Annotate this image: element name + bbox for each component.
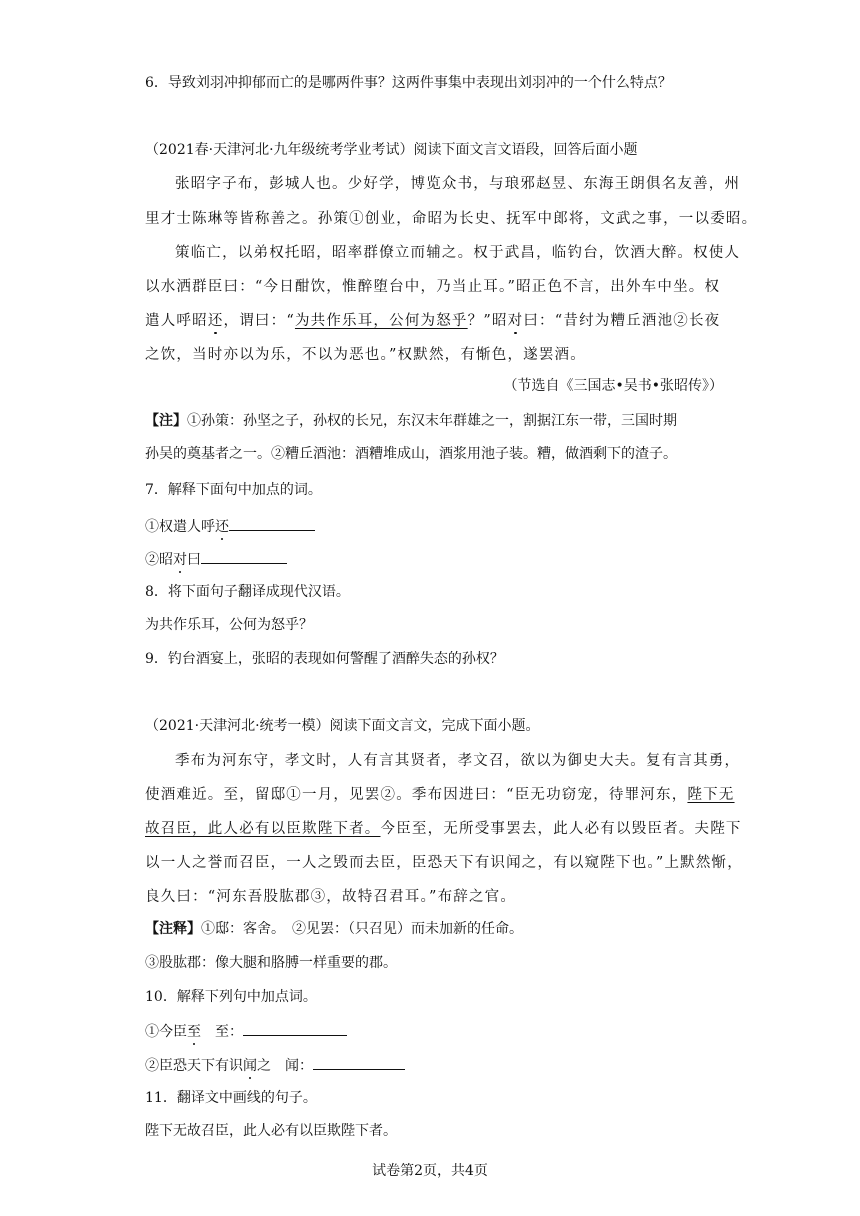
passage-jibu-line: 以一人之誉而召臣，一人之毁而去臣，臣恐天下有识闻之，有以窥陛下也。”上默然惭，: [145, 855, 743, 871]
annotation: [145, 412, 677, 430]
text-span: 遣人呼昭: [145, 313, 208, 329]
answer-blank[interactable]: [313, 1055, 405, 1070]
text-span: ①今臣: [145, 1024, 187, 1040]
passage-zhangzhao-line: 策临亡，以弟权托昭，昭率群僚立而辅之。权于武昌，临钓台，饮酒大醉。权使人: [175, 245, 741, 261]
text-span: 使酒难近。至，留邸①一月，见罢②。季布因进曰：“臣无功窃宠，待罪河东，: [145, 787, 688, 803]
question-6: 6．导致刘羽冲抑郁而亡的是哪两件事？这两件事集中表现出刘羽冲的一个什么特点？: [145, 75, 672, 91]
annotation-label: 【注】: [145, 413, 187, 429]
question-9: 9．钓台酒宴上，张昭的表现如何警醒了酒醉失态的孙权？: [145, 651, 504, 667]
question-11: 11．翻译文中画线的句子。: [145, 1090, 317, 1106]
annotation: [145, 920, 523, 938]
dotted-word: 至: [187, 1024, 201, 1040]
passage-zhangzhao-line: 之饮，当时亦以为乐，不以为恶也。”权默然，有惭色，遂罢酒。: [145, 347, 586, 363]
annotation-continued: ③股肱郡：像大腿和胳膊一样重要的郡。: [145, 955, 397, 971]
annotation-text: ①孙策：孙坚之子，孙权的长兄，东汉末年群雄之一，割据江东一带，三国时期: [187, 413, 677, 429]
dotted-word: 闻: [243, 1058, 257, 1074]
passage-jibu-line: [145, 786, 735, 804]
dotted-word: 对: [173, 552, 187, 568]
dotted-word: 还: [207, 313, 224, 329]
source-citation: （节选自《三国志•吴书•张昭传》）: [503, 378, 723, 394]
text-span: ？”昭: [467, 313, 508, 329]
text-span: ①权遣人呼: [145, 519, 215, 535]
text-span: ，谓曰：“: [223, 313, 295, 329]
question-10-item-1: [145, 1021, 347, 1041]
text-span: 曰：“昔纣为糟丘酒池②长夜: [523, 313, 721, 329]
question-7-item-2: [145, 549, 287, 569]
text-span: 之 闻：: [257, 1058, 313, 1074]
question-7: 7．解释下面句中加点的词。: [145, 482, 322, 498]
text-span: ②昭: [145, 552, 173, 568]
dotted-word: 还: [215, 519, 229, 535]
annotation-continued: 孙吴的奠基者之一。②糟丘酒池：酒糟堆成山，酒浆用池子装。糟，做酒剩下的渣子。: [145, 446, 677, 462]
question-7-item-1: [145, 516, 315, 536]
question-11-sentence: 陛下无故召臣，此人必有以臣欺陛下者。: [145, 1123, 397, 1139]
section-header-zhangzhao: （2021春·天津河北·九年级统考学业考试）阅读下面文言文语段，回答后面小题: [145, 142, 638, 158]
question-10-item-2: [145, 1055, 405, 1075]
question-10: 10．解释下列句中加点词。: [145, 989, 317, 1005]
answer-blank[interactable]: [229, 516, 315, 531]
passage-zhangzhao-line: 里才士陈琳等皆称善之。孙策①创业，命昭为长史、抚军中郎将，文武之事，一以委昭。: [145, 211, 758, 227]
passage-jibu-line: 季布为河东守，孝文时，人有言其贤者，孝文召，欲以为御史大夫。复有言其勇，: [175, 753, 741, 769]
passage-zhangzhao-line: [145, 312, 720, 330]
text-span: 今臣至，无所受事罢去，此人必有以毁臣者。夫陛下: [380, 821, 742, 837]
underlined-sentence: 故召臣，此人必有以臣欺陛下者。: [145, 821, 381, 837]
question-8: 8．将下面句子翻译成现代汉语。: [145, 584, 350, 600]
text-span: 曰: [187, 552, 201, 568]
dotted-word: 对: [507, 313, 524, 329]
answer-blank[interactable]: [243, 1021, 347, 1036]
annotation-label: 【注释】: [145, 921, 201, 937]
text-span: 至：: [201, 1024, 243, 1040]
underlined-sentence: 陛下无: [687, 787, 735, 803]
annotation-text: ①邸：客舍。 ②见罢：（只召见）而未加新的任命。: [201, 921, 523, 937]
underlined-sentence: 为共作乐耳，公何为怒乎: [294, 313, 468, 329]
passage-jibu-line: 良久曰：“河东吾股肱郡③，故特召君耳。”布辞之官。: [145, 889, 517, 905]
section-header-jibu: （2021·天津河北·统考一模）阅读下面文言文，完成下面小题。: [145, 718, 540, 734]
passage-zhangzhao-line: 张昭字子布，彭城人也。少好学，博览众书，与琅邪赵昱、东海王朗俱名友善，州: [175, 176, 741, 192]
text-span: ②臣恐天下有识: [145, 1058, 243, 1074]
answer-blank[interactable]: [201, 549, 287, 564]
page-footer: 试卷第2页，共4页: [372, 1163, 488, 1179]
question-8-sentence: 为共作乐耳，公何为怒乎？: [145, 617, 313, 633]
passage-jibu-line: [145, 820, 742, 838]
passage-zhangzhao-line: 以水洒群臣曰：“今日酣饮，惟醉堕台中，乃当止耳。”昭正色不言，出外车中坐。权: [145, 279, 721, 295]
